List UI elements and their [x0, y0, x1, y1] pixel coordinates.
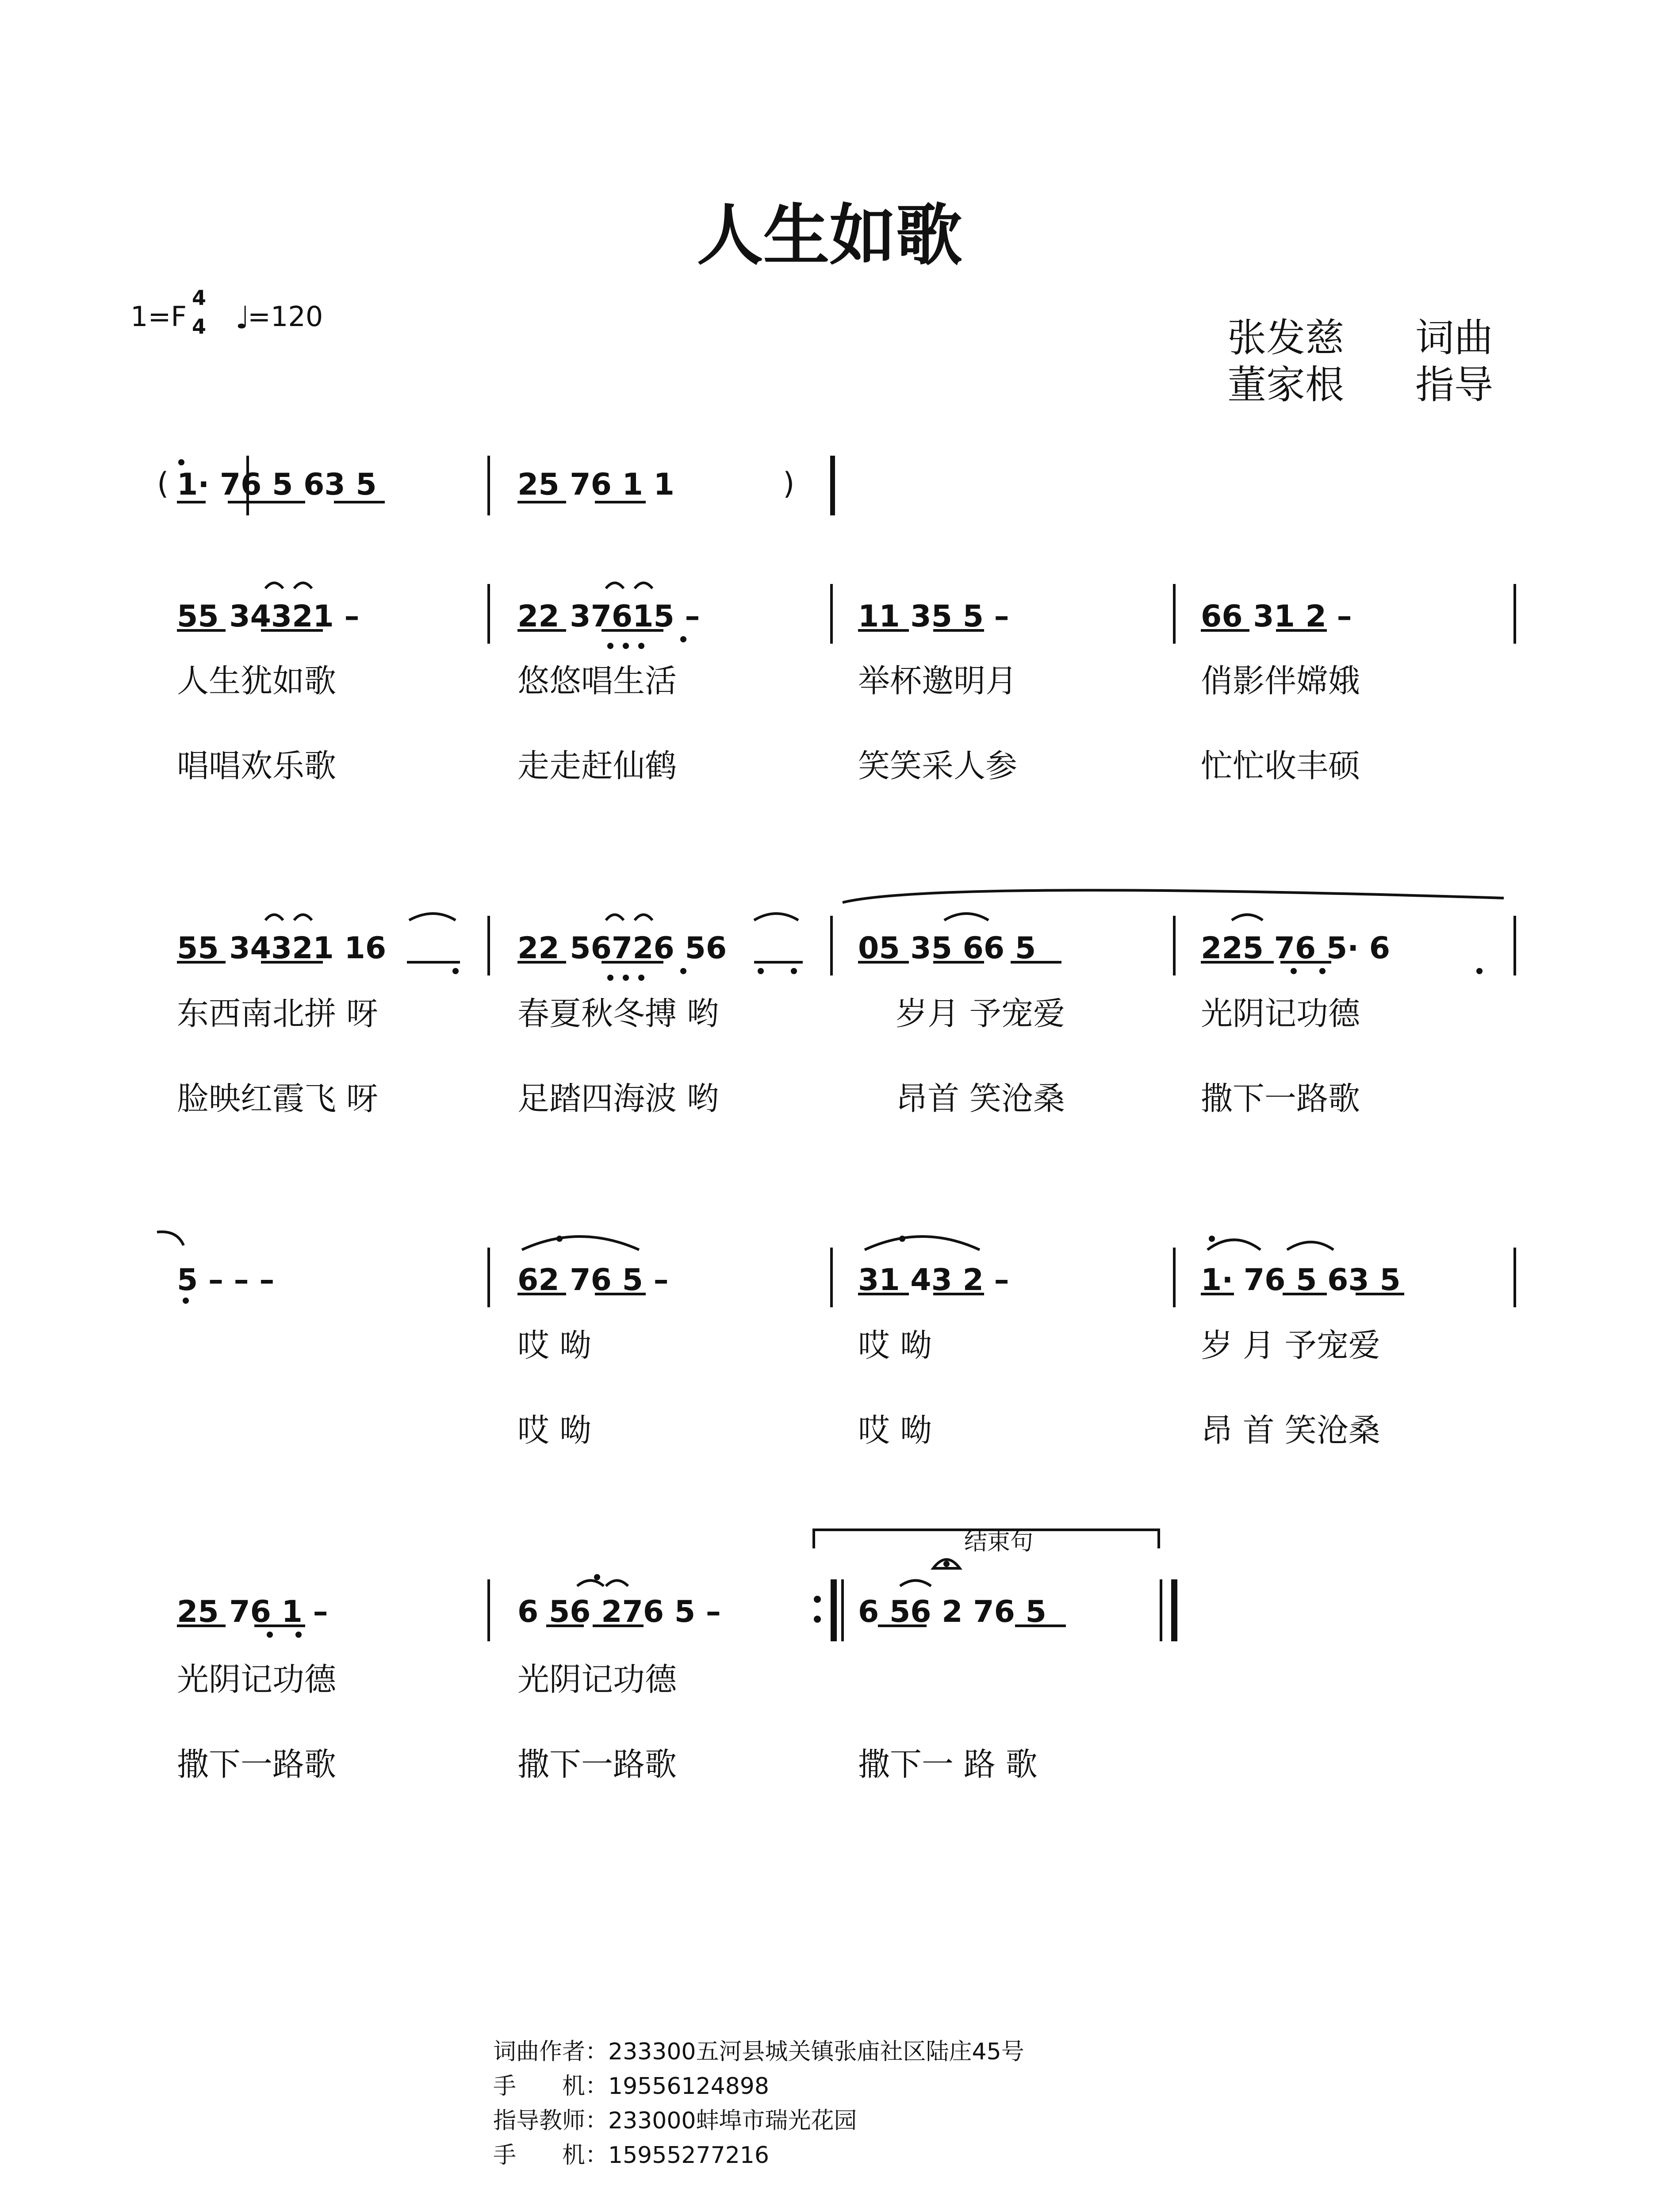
song-title: 人生如歌	[697, 197, 962, 274]
intro-measure-1: 1· 76 5 63 5	[177, 467, 377, 502]
intro-close-paren: )	[783, 466, 795, 501]
ending-bracket	[814, 1530, 1159, 1548]
octave-dot	[267, 1632, 273, 1638]
fermata-dot	[943, 1561, 950, 1567]
lyric-verse1: 哎 呦	[858, 1327, 932, 1364]
lyric-verse2: 笑笑采人参	[858, 747, 1018, 784]
advisor-role: 指导	[1415, 362, 1494, 407]
lyric-verse2: 昂 首 笑沧桑	[1201, 1412, 1380, 1449]
octave-dot	[680, 968, 686, 974]
lyric-verse2: 哎 呦	[517, 1412, 591, 1449]
lyric-verse1: 东西南北拼 呀	[177, 995, 378, 1032]
key-signature: 1=F	[130, 300, 187, 333]
lyric-verse2: 撒下一路歌	[517, 1746, 677, 1783]
intro-open-paren: (	[157, 466, 169, 501]
slur	[865, 1237, 980, 1250]
tie	[294, 583, 312, 589]
octave-dot	[623, 975, 629, 981]
tie	[577, 1581, 604, 1586]
lyric-verse2: 唱唱欢乐歌	[177, 747, 337, 784]
lyric-verse1: 悠悠唱生活	[517, 662, 677, 699]
footer-line: 词曲作者：233300五河县城关镇张庙社区陆庄45号	[493, 2039, 1024, 2065]
octave-dot	[607, 643, 613, 649]
tie	[635, 583, 652, 589]
notes-measure: 55 34321 –	[177, 599, 360, 634]
time-signature-top: 4	[192, 286, 206, 310]
octave-dot	[623, 643, 629, 649]
advisor-name: 董家根	[1227, 362, 1345, 407]
tie	[1232, 915, 1263, 921]
octave-dot	[791, 968, 797, 974]
octave-dot	[1291, 968, 1297, 974]
lyric-verse2: 走走赶仙鹤	[517, 747, 677, 784]
lyric-verse2: 哎 呦	[858, 1412, 932, 1449]
tie	[635, 915, 652, 921]
notes-measure: 22 37615 –	[517, 599, 700, 634]
notes-measure: 1· 76 5 63 5	[1201, 1263, 1401, 1298]
lyric-verse2: 脸映红霞飞 呀	[177, 1080, 378, 1117]
lyric-verse2: 昂首 笑沧桑	[896, 1080, 1065, 1117]
octave-dot	[638, 975, 644, 981]
slur	[1287, 1242, 1333, 1250]
tie	[409, 914, 456, 920]
tie	[606, 583, 624, 589]
lyric-verse2: 撒下一路歌	[177, 1746, 337, 1783]
lyric-verse1: 春夏秋冬搏 哟	[517, 995, 719, 1032]
octave-dot	[594, 1574, 600, 1580]
octave-dot	[452, 968, 459, 974]
notes-measure: 22 56726 56	[517, 931, 727, 966]
slur	[522, 1237, 639, 1250]
lyric-verse1: 人生犹如歌	[177, 662, 337, 699]
lyricist-composer-name: 张发慈	[1227, 315, 1345, 361]
tie	[944, 914, 989, 920]
octave-dot	[899, 1236, 905, 1242]
slur	[843, 890, 1504, 902]
lyric-verse1: 岁 月 予宠爱	[1201, 1327, 1380, 1364]
lyricist-composer-role: 词曲	[1415, 315, 1494, 361]
tempo: =120	[248, 300, 323, 333]
tie	[606, 1581, 628, 1586]
repeat-dot	[814, 1596, 821, 1603]
quarter-note-icon: ♩	[235, 300, 250, 336]
octave-dot	[1209, 1236, 1215, 1242]
octave-dot	[758, 968, 764, 974]
lyric-verse1: 光阴记功德	[1201, 995, 1360, 1032]
octave-dot	[638, 643, 644, 649]
ending-label: 结束句	[964, 1529, 1034, 1555]
lyric-verse1: 哎 呦	[517, 1327, 591, 1364]
notes-measure: 31 43 2 –	[858, 1263, 1009, 1298]
footer-line: 指导教师：233000蚌埠市瑞光花园	[493, 2108, 857, 2134]
octave-dot	[178, 459, 184, 465]
lyric-verse2: 足踏四海波 哟	[517, 1080, 719, 1117]
lyric-verse1: 岁月 予宠爱	[896, 995, 1065, 1032]
lyric-verse1: 举杯邀明月	[858, 662, 1018, 699]
tie	[265, 915, 283, 921]
slur	[157, 1232, 184, 1245]
notes-measure: 225 76 5· 6	[1201, 931, 1391, 966]
octave-dot	[183, 1298, 189, 1304]
notes-measure: 25 76 1 –	[177, 1594, 328, 1629]
lyric-verse2: 撒下一 路 歌	[858, 1746, 1038, 1783]
lyric-verse2: 撒下一路歌	[1201, 1080, 1360, 1117]
footer-line: 手 机：19556124898	[493, 2073, 769, 2100]
tie	[294, 915, 312, 921]
octave-dot	[556, 1236, 563, 1242]
slur	[1207, 1240, 1261, 1250]
tie	[900, 1581, 931, 1586]
notes-measure: 5 – – –	[177, 1263, 275, 1298]
octave-dot	[680, 636, 686, 642]
notes-measure: 6 56 276 5 –	[517, 1594, 721, 1629]
tie	[265, 583, 283, 589]
lyric-verse1: 俏影伴嫦娥	[1201, 662, 1360, 699]
lyric-verse1: 光阴记功德	[517, 1661, 677, 1698]
lyric-verse1: 光阴记功德	[177, 1661, 337, 1698]
octave-dot	[295, 1632, 302, 1638]
time-signature-bottom: 4	[192, 315, 206, 338]
notes-measure: 05 35 66 5	[858, 931, 1036, 966]
octave-dot	[1476, 968, 1483, 974]
notes-measure: 66 31 2 –	[1201, 599, 1352, 634]
notes-measure: 11 35 5 –	[858, 599, 1009, 634]
notes-measure: 6 56 2 76 5	[858, 1594, 1046, 1629]
notes-measure: 55 34321 16	[177, 931, 387, 966]
octave-dot	[607, 975, 613, 981]
octave-dot	[1319, 968, 1326, 974]
intro-measure-2: 25 76 1 1	[517, 467, 674, 502]
footer-line: 手 机：15955277216	[493, 2142, 769, 2169]
notes-measure: 62 76 5 –	[517, 1263, 669, 1298]
repeat-dot	[814, 1616, 821, 1623]
tie	[754, 914, 798, 920]
lyric-verse2: 忙忙收丰硕	[1201, 747, 1360, 784]
tie	[606, 915, 624, 921]
